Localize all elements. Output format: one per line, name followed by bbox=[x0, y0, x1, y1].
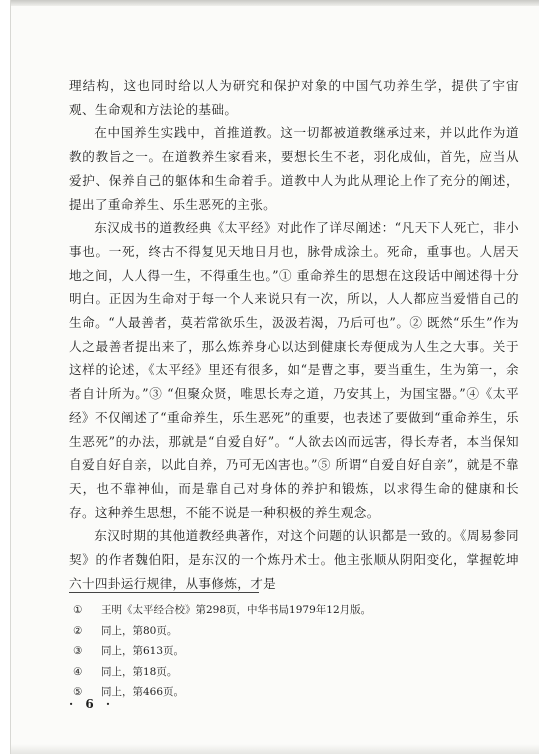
footnote-marker: ⑤ bbox=[73, 686, 83, 698]
paragraph-1: 理结构，这也同时给以人为研究和保护对象的中国气功养生学，提供了宇宙观、生命观和方法论的基础。 bbox=[69, 78, 519, 117]
scan-shadow bbox=[11, 744, 539, 754]
footnote-3 bbox=[73, 641, 503, 662]
footnote-text: 同上，第466页。 bbox=[101, 686, 185, 698]
footnote-text: 同上，第18页。 bbox=[101, 665, 178, 678]
footnote-4 bbox=[73, 662, 503, 683]
page-top-edge bbox=[11, 0, 539, 6]
paragraph-2: 在中国养生实践中，首推道教。这一切都被道教继承过来，并以此作为道教的教旨之一。在道教养生家看来，要想长生不老，羽化成仙，首先，应当从爱护、保养自己的躯体和生命着手。道教中人为此从理论上作了充分的阐述，提出了重命养生、乐生恶死的主张。 bbox=[69, 125, 519, 212]
footnote-text: 同上，第80页。 bbox=[101, 624, 178, 637]
book-page bbox=[10, 0, 539, 754]
paragraph-4: 东汉时期的其他道教经典著作，对这个问题的认识都是一致的。《周易参同契》的作者魏伯阳，是东汉的一个炼丹术士。他主张顺从阴阳变化，掌握乾坤六十四卦运行规律，从事修炼，才是 bbox=[69, 528, 519, 591]
footnote-text: 王明《太平经合校》第298页，中华书局1979年12月版。 bbox=[101, 604, 372, 616]
footnotes bbox=[73, 600, 503, 703]
page-number: · 6 · bbox=[69, 697, 115, 711]
body-text bbox=[69, 74, 519, 595]
footnote-5 bbox=[73, 682, 503, 703]
footnote-divider bbox=[69, 592, 259, 593]
footnote-1 bbox=[73, 600, 503, 621]
footnote-text: 同上，第613页。 bbox=[101, 645, 185, 657]
footnote-marker: ② bbox=[73, 624, 83, 637]
footnote-2 bbox=[73, 621, 503, 642]
footnote-marker: ③ bbox=[73, 645, 83, 657]
paragraph-3: 东汉成书的道教经典《太平经》对此作了详尽阐述：“凡天下人死亡，非小事也。一死，终古不得复见天地日月也，脉骨成涂土。死命，重事也。人居天地之间，人人得一生，不得重生也。”① 重命养生的思想在这段话中阐述得十分明白。正因为生命对于每一个人来说只有一次，所以，人人都应当爱惜自己的生命。“人最善者，莫若常欲乐生，汲汲若渴，乃后可也”。② 既然“乐生”作为人之最善者提出来了，那么炼养身心以达到健康长寿便成为人生之大事。关于这样的论述，《太平经》里还有很多，如“是曹之事，要当重生，生为第一，余者自计所为。”③ “但聚众贤，唯思长寿之道，乃安其上，为国宝器。”④《太平经》不仅阐述了“重命养生，乐生恶死”的重要，也表述了要做到“重命养生，乐生恶死”的办法，那就是“自爱自好”。“人欲去凶而远害，得长寿者，本当保知自爱自好自亲，以此自养，乃可无凶害也。”⑤ 所谓“自爱自好自亲”，就是不靠天，也不靠神仙，而是靠自己对身体的养护和锻炼，以求得生命的健康和长存。这种养生思想，不能不说是一种积极的养生观念。 bbox=[69, 220, 519, 520]
footnote-marker: ① bbox=[73, 604, 83, 616]
footnote-marker: ④ bbox=[73, 665, 83, 678]
